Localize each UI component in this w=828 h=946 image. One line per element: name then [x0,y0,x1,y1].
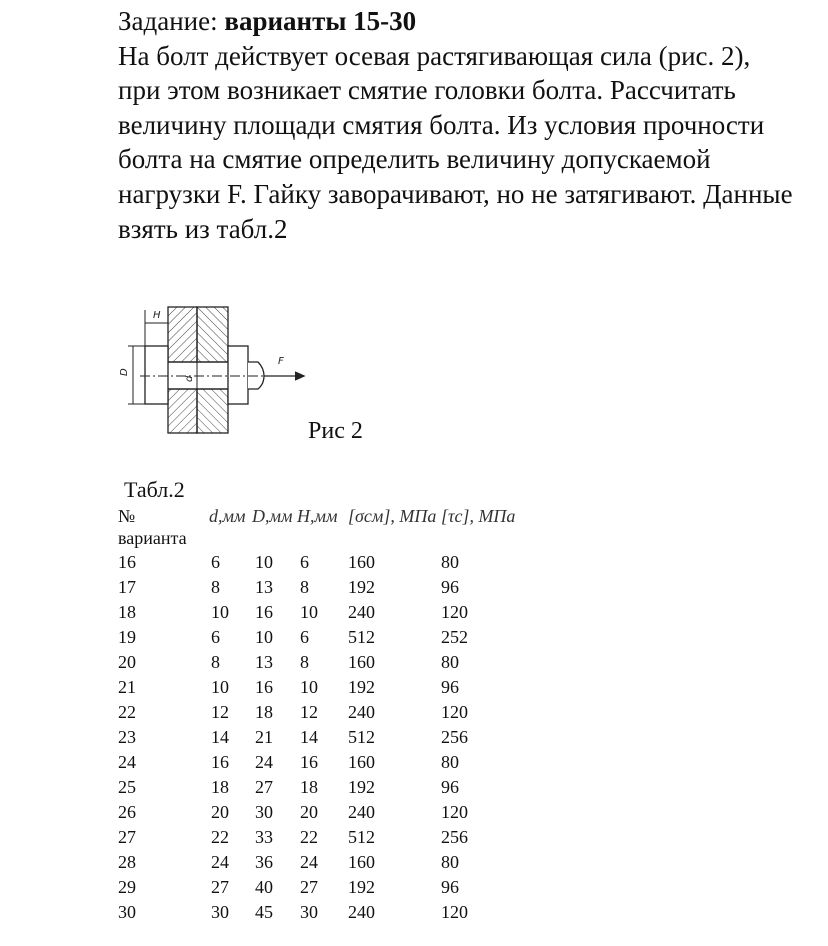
table-cell: 512 [348,627,375,647]
label-D: D [119,368,130,376]
table-cell: 192 [348,877,375,897]
plate-left-lower [168,389,197,433]
table-cell: 16 [255,602,273,622]
table-cell: 16 [211,752,229,772]
table-cell: 240 [348,602,375,622]
table-cell: 6 [300,627,309,647]
table-cell: 24 [211,852,229,872]
table-cell: 27 [255,777,273,797]
table-cell: 24 [118,752,136,772]
table-cell: 13 [255,652,273,672]
table-caption: Табл.2 [124,477,185,502]
table-cell: 512 [348,827,375,847]
label-d: d [184,375,195,382]
table-cell: 23 [118,727,136,747]
table-cell: 19 [118,627,136,647]
label-F: F [278,356,284,367]
task-variants: варианты 15-30 [224,6,417,36]
table-cell: 27 [300,877,318,897]
table-cell: 10 [300,602,318,622]
table-cell: 14 [211,727,229,747]
table-cell: 33 [255,827,273,847]
table-cell: 17 [118,577,136,597]
table-cell: 18 [118,602,136,622]
table-cell: 36 [255,852,273,872]
table-cell: 80 [441,552,459,572]
plate-right [197,307,228,362]
table-cell: 192 [348,577,375,597]
table-header-sub: варианта [118,528,187,548]
table-header-cell: [τc], МПа [441,506,516,526]
table-cell: 12 [211,702,229,722]
label-H: H [153,310,161,321]
table-cell: 160 [348,752,375,772]
table-header-cell: H,мм [297,506,338,526]
table-cell: 20 [211,802,229,822]
table-cell: 512 [348,727,375,747]
table-cell: 8 [300,577,309,597]
table-header-cell: D,мм [252,506,293,526]
table-cell: 6 [300,552,309,572]
table-cell: 10 [211,677,229,697]
table-cell: 40 [255,877,273,897]
nut [228,346,248,404]
plate-right-lower [197,389,228,433]
table-cell: 22 [300,827,318,847]
table-cell: 30 [118,902,136,922]
table-cell: 6 [211,552,220,572]
table-cell: 14 [300,727,318,747]
task-body: На болт действует осевая растягивающая сила (рис. 2), при этом возникает смятие головки болта. Рассчитать величину площади смятия болта. Из условия прочности болта на смятие определить величину допускаемой нагрузки F. Гайку заворачивают, но не затягивают. Данные взять из табл.2 [118,40,793,244]
table-cell: 240 [348,902,375,922]
table-cell: 21 [118,677,136,697]
plate-left [168,307,197,362]
table-cell: 8 [300,652,309,672]
table-cell: 256 [441,727,468,747]
table-cell: 22 [211,827,229,847]
table-cell: 16 [300,752,318,772]
table-cell: 80 [441,852,459,872]
table-cell: 8 [211,577,220,597]
table-cell: 10 [300,677,318,697]
table-cell: 18 [211,777,229,797]
table-header-cell: № [118,506,136,526]
table-cell: 24 [255,752,273,772]
table-cell: 24 [300,852,318,872]
table-cell: 96 [441,777,459,797]
table-cell: 8 [211,652,220,672]
table-cell: 10 [211,602,229,622]
table-cell: 27 [211,877,229,897]
table-cell: 45 [255,902,273,922]
table-cell: 120 [441,702,468,722]
table-cell: 96 [441,877,459,897]
table-cell: 20 [118,652,136,672]
table-cell: 192 [348,677,375,697]
table-cell: 252 [441,627,468,647]
table-cell: 6 [211,627,220,647]
table-cell: 28 [118,852,136,872]
table-cell: 26 [118,802,136,822]
table-cell: 160 [348,552,375,572]
table-cell: 16 [118,552,136,572]
table-cell: 13 [255,577,273,597]
table-cell: 22 [118,702,136,722]
figure-caption: Рис 2 [308,418,363,444]
table-cell: 20 [300,802,318,822]
table-cell: 120 [441,602,468,622]
table-cell: 10 [255,627,273,647]
table-cell: 192 [348,777,375,797]
bolt-head [145,346,168,404]
table-cell: 160 [348,652,375,672]
table-cell: 30 [300,902,318,922]
table-cell: 96 [441,577,459,597]
table-header-cell: d,мм [209,506,246,526]
table-cell: 80 [441,752,459,772]
table-cell: 120 [441,902,468,922]
table-cell: 29 [118,877,136,897]
table-cell: 21 [255,727,273,747]
table-cell: 30 [255,802,273,822]
table-cell: 160 [348,852,375,872]
table-cell: 12 [300,702,318,722]
table-cell: 25 [118,777,136,797]
table-cell: 240 [348,802,375,822]
table-cell: 10 [255,552,273,572]
table-cell: 27 [118,827,136,847]
table-header-cell: [σсм], МПа [348,506,437,526]
table-cell: 16 [255,677,273,697]
table-cell: 96 [441,677,459,697]
table-cell: 18 [300,777,318,797]
table-cell: 80 [441,652,459,672]
table-cell: 256 [441,827,468,847]
table-cell: 18 [255,702,273,722]
table-cell: 120 [441,802,468,822]
table-cell: 30 [211,902,229,922]
task-prefix: Задание: [118,6,225,36]
table-cell: 240 [348,702,375,722]
